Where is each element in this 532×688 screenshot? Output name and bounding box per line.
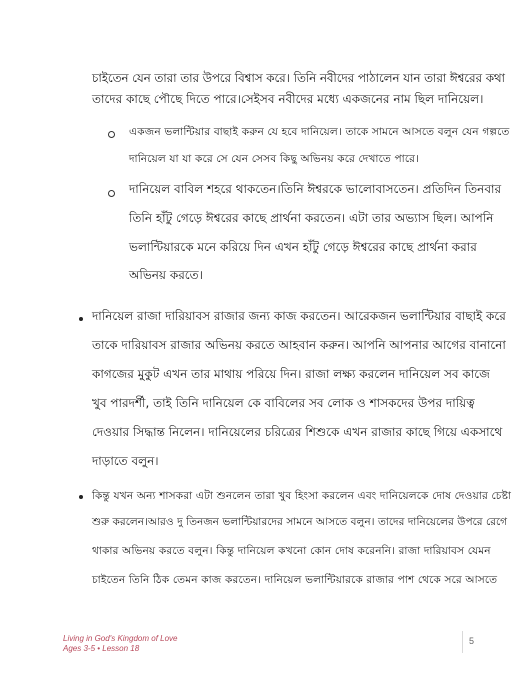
sub-bullet-1-line-1: একজন ভলান্টিয়ার বাছাই করুন যে হবে দানিয়েল। তাকে সামনে আসতে বলুন যেন গল্পতে bbox=[129, 126, 510, 138]
bullet-2-line-2: শুরু করলেন।আরও দু তিনজন ভলান্টিয়ারদের সামনে আসতে বলুন। তাদের দানিয়েলের উপরে রেগে bbox=[92, 516, 508, 528]
sub-bullet-2-line-3: ভলান্টিয়ারকে মনে করিয়ে দিন এখন হাঁটু গেড়ে ঈশ্বরের কাছে প্রার্থনা করার bbox=[129, 240, 477, 254]
bullet-1-line-1: দানিয়েল রাজা দারিয়াবস রাজার জন্য কাজ করতেন। আরেকজন ভলান্টিয়ার বাছাই করে bbox=[92, 309, 506, 323]
intro-line-2: তাদের কাছে পৌছে দিতে পারে।সেইসব নবীদের মধ্যে একজনের নাম ছিল দানিয়েল। bbox=[92, 92, 484, 106]
footer-subtitle: Ages 3-5 • Lesson 18 bbox=[63, 644, 140, 653]
bullet-marker-1 bbox=[79, 317, 83, 321]
sub-bullet-2-line-1: দানিয়েল বাবিল শহরে থাকতেন।তিনি ঈশ্বরকে ভালোবাসতেন। প্রতিদিন তিনবার bbox=[129, 182, 502, 196]
intro-line-1: চাইতেন যেন তারা তার উপরে বিশ্বাস করে। তিনি নবীদের পাঠালেন যান তারা ঈশ্বরের কথা bbox=[92, 71, 505, 85]
bullet-1-line-4: খুব পারদর্শী, তাই তিনি দানিয়েল কে বাবিলের সব লোক ও শাসকদের উপর দায়িত্ব bbox=[92, 396, 475, 410]
bullet-1-line-2: তাকে দারিয়াবস রাজার অভিনয় করতে আহবান করুন। আপনি আপনার আগের বানানো bbox=[92, 338, 506, 352]
bullet-1-line-5: দেওয়ার সিদ্ধান্ত নিলেন। দানিয়েলের চরিত্রের শিশুকে এখন রাজার কাছে গিয়ে একসাথে bbox=[92, 425, 503, 439]
page-number: 5 bbox=[469, 636, 475, 646]
sub-bullet-1-line-2: দানিয়েল যা যা করে সে যেন সেসব কিছু অভিনয় করে দেখাতে পারে। bbox=[129, 153, 420, 165]
sub-bullet-2-line-4: অভিনয় করতে। bbox=[129, 268, 203, 282]
sub-bullet-marker-2 bbox=[108, 190, 115, 197]
footer-divider bbox=[462, 631, 463, 653]
bullet-1-line-3: কাগজের মুকুট এখন তার মাথায় পরিয়ে দিন। রাজা লক্ষ্য করলেন দানিয়েল সব কাজে bbox=[92, 367, 490, 381]
bullet-2-line-4: চাইতেন তিনি ঠিক তেমন কাজ করতেন। দানিয়েল ভলান্টিয়ারকে রাজার পাশ থেকে সরে আসতে bbox=[92, 574, 498, 586]
footer-title: Living in God's Kingdom of Love bbox=[63, 634, 178, 643]
bullet-2-line-1: কিন্তু যখন অন্য শাসকরা এটা শুনলেন তারা খুব হিংসা করলেন এবং দানিয়েলকে দোষ দেওয়ার চেষ্টা bbox=[92, 490, 512, 502]
bullet-2-line-3: থাকার অভিনয় করতে বলুন। কিন্তু দানিয়েল কখনো কোন দোষ করেননি। রাজা দারিয়াবস যেমন bbox=[92, 545, 491, 557]
sub-bullet-2-line-2: তিনি হাঁটু গেড়ে ঈশ্বরের কাছে প্রার্থনা করতেন। এটা তার অভ্যাস ছিল। আপনি bbox=[129, 211, 494, 225]
sub-bullet-marker-1 bbox=[108, 131, 115, 138]
bullet-marker-2 bbox=[79, 495, 83, 499]
bullet-1-line-6: দাড়াতে বলুন। bbox=[92, 454, 159, 468]
